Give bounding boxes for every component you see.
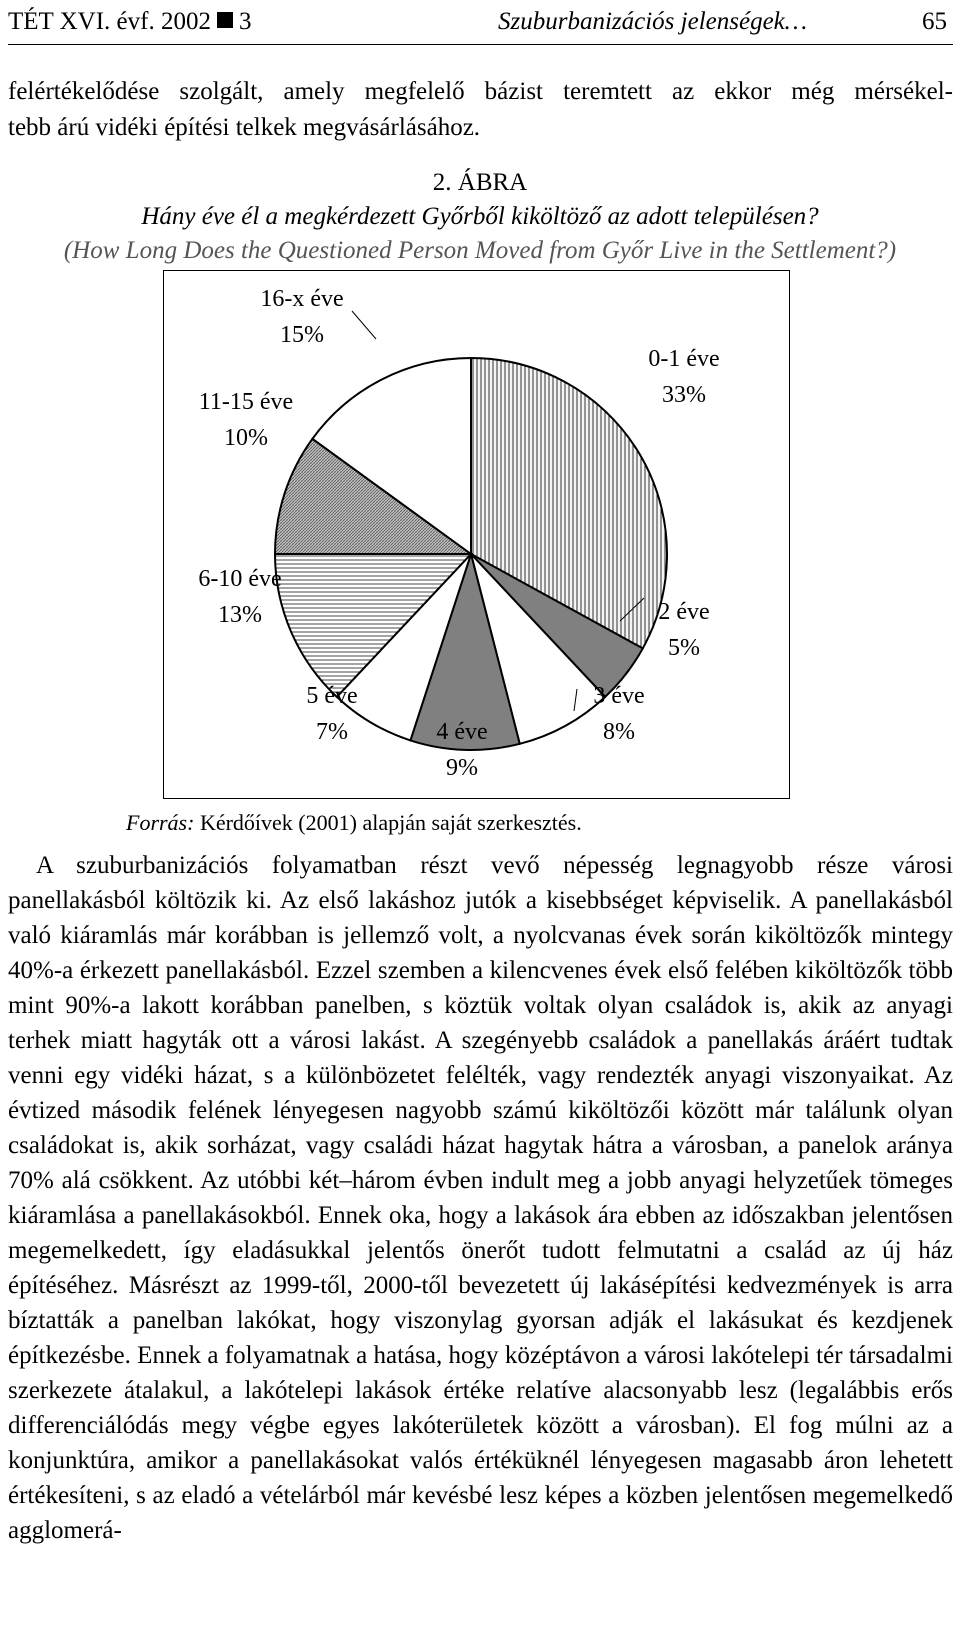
pie-slice-label: 16-x éve: [260, 286, 344, 312]
source-text: Kérdőívek (2001) alapján saját szerkesztés.: [199, 810, 582, 835]
running-title: Szuburbanizációs jelenségek…: [498, 8, 807, 35]
pie-slice-percent: 10%: [224, 425, 268, 451]
square-bullet-icon: [217, 12, 233, 28]
pie-chart-frame: [163, 270, 790, 799]
figure-number: 2. ÁBRA: [432, 169, 528, 196]
running-header: [8, 4, 953, 45]
pie-slice-percent: 8%: [603, 719, 635, 745]
pie-slice-percent: 5%: [668, 635, 700, 661]
intro-line-2: tebb árú vidéki építési telkek megvásárlásához.: [8, 114, 481, 141]
figure-source: [126, 808, 582, 838]
intro-paragraph: [8, 74, 953, 146]
figure-title: Hány éve él a megkérdezett Győrből kiköltöző az adott településen?: [141, 203, 819, 230]
journal-info: [8, 4, 251, 40]
pie-leader-line: [352, 311, 376, 339]
pie-slice-label: 0-1 éve: [648, 346, 720, 372]
issue-number: 3: [238, 8, 252, 35]
source-label: Forrás:: [126, 810, 195, 835]
pie-slice-percent: 13%: [218, 602, 262, 628]
journal-name: TÉT XVI. évf. 2002: [8, 8, 211, 35]
pie-slice-label: 3 éve: [593, 683, 645, 709]
pie-slice-percent: 9%: [446, 755, 478, 781]
intro-line-1: felértékelődése szolgált, amely megfelelő bázist teremtett az ekkor még mérsékel-: [8, 78, 953, 105]
figure-title-english: (How Long Does the Questioned Person Moved from Győr Live in the Settlement?): [63, 237, 897, 264]
pie-slice-percent: 15%: [280, 322, 324, 348]
page-number: 65: [922, 8, 947, 35]
pie-slice-label: 6-10 éve: [198, 566, 282, 592]
pie-slice-label: 11-15 éve: [198, 389, 294, 415]
pie-slice-percent: 33%: [662, 382, 706, 408]
body-paragraph: [8, 848, 953, 1548]
body-text: A szuburbanizációs folyamatban részt vevő népesség legnagyobb része városi panellakásból költözik ki. Az első lakáshoz jutók a kisebbséget képviselik. A panellakásból való kiáramlás már korábban is jellemző volt, a nyolcvanas évek során kiköltözők mintegy 40%-a érkezett panellakásból. Ezzel szemben a kilencvenes évek első felében kiköltözők több mint 90%-a lakott korábban panelben, s köztük voltak olyan családok is, akik az anyagi terhek miatt hagyták ott a városi lakást. A szegényebb családok a panellakás áráért tudtak venni egy vidéki házat, s a különbözetet felélték, vagy rendezték anyagi viszonyaikat. Az évtized második felének lényegesen nagyobb számú kiköltözői között már találunk olyan családokat is, akik sorházat, vagy családi házat hagytak hátra a városban, a panelok aránya 70% alá csökkent. Az utóbbi két–három évben indult meg a jobb anyagi helyzetűek tömeges kiáramlása a panellakásokból. Ennek oka, hogy a lakások ára ebben az időszakban jelentősen megemelkedett, így eladásukkal jelentős önerőt tudott felmutatni a család az új ház építéséhez. Másrészt az 1999-től, 2000-től bevezetett új lakásépítési kedvezmények is arra bíztatták a panelban lakókat, hogy viszonylag gyorsan adják el lakásukat és kezdjenek építkezésbe. Ennek a folyamatnak a hatása, hogy középtávon a városi lakótelepi tér társadalmi szerkezete átalakul, a lakótelepi lakások értéke relatíve alacsonyabb lesz (legalábbis erős differenciálódás megy végbe egyes lakóterületek között a városban). El fog múlni az a konjunktúra, amikor a panellakásokat valós értéküknél lényegesen magasabb áron lehetett értékesíteni, s az eladó a vételárból már kevésbé lesz képes a közben jelentősen megemelkedő agglomerá-: [8, 852, 953, 1544]
pie-slice-label: 5 éve: [306, 683, 358, 709]
pie-chart: [164, 271, 789, 798]
pie-slice-label: 4 éve: [436, 719, 488, 745]
pie-slice-percent: 7%: [316, 719, 348, 745]
pie-slice-label: 2 éve: [658, 599, 710, 625]
